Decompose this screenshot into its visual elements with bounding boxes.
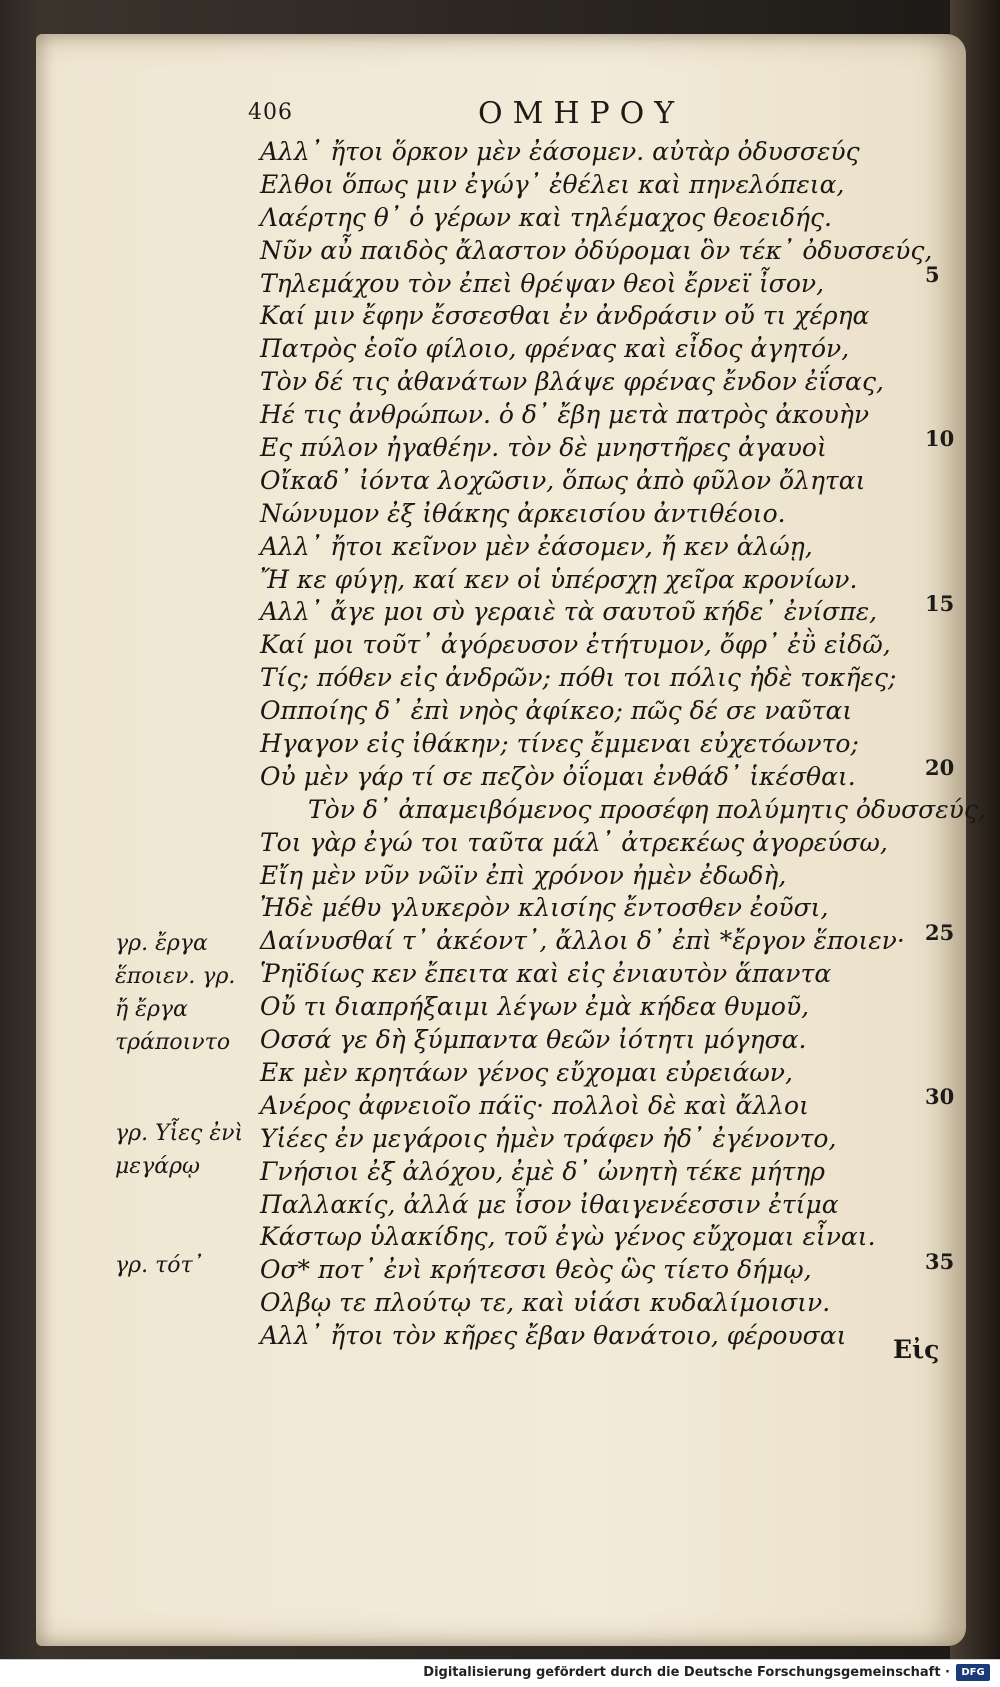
verse-line: Ἠδὲ μέθυ γλυκερὸν κλισίης ἔντοσθεν ἐοῦσι,: [260, 893, 829, 923]
verse-line: Ηέ τις ἀνθρώπων. ὁ δ᾽ ἔβη μετὰ πατρὸς ἀκουὴν: [260, 400, 870, 430]
verse-line: Ανέρος ἀφνειοῖο πάϊς· πολλοὶ δὲ καὶ ἄλλοι: [260, 1090, 809, 1120]
running-title: ΟΜΗΡΟΥ: [478, 96, 685, 131]
verse-line: Οπποίης δ᾽ ἐπὶ νηὸς ἀφίκεο; πῶς δέ σε ναῦται: [260, 696, 853, 726]
dfg-logo-icon: DFG: [956, 1664, 990, 1681]
verse-line: Ολβῳ τε πλούτῳ τε, καὶ υἱάσι κυδαλίμοισιν.: [260, 1288, 831, 1318]
line-number: 35: [925, 1249, 955, 1274]
funding-credit: Digitalisierung gefördert durch die Deutsche Forschungsgemeinschaft ·: [423, 1665, 950, 1680]
line-number: 15: [925, 591, 955, 616]
line-number: 10: [925, 426, 955, 451]
verse-line: Τίς; πόθεν εἰς ἀνδρῶν; πόθι τοι πόλις ἠδὲ τοκῆες;: [260, 663, 897, 693]
margin-note: γρ. Υἷες ἐνὶ μεγάρῳ: [115, 1121, 244, 1179]
line-number: 5: [925, 262, 940, 287]
verse-line: Ες πύλον ἠγαθέην. τὸν δὲ μνηστῆρες ἀγαυοὶ: [260, 433, 827, 463]
verse-line: Εἴη μὲν νῦν νῶϊν ἐπὶ χρόνον ἠμὲν ἐδωδὴ,: [260, 860, 787, 890]
line-number: 20: [925, 755, 955, 780]
verse-line: Υἱέες ἐν μεγάροις ἠμὲν τράφεν ἠδ᾽ ἐγένοντο,: [260, 1123, 837, 1153]
verse-line: Ἤ κε φύγῃ, καί κεν οἱ ὑπέρσχῃ χεῖρα κρονίων.: [260, 564, 858, 594]
verse-line: Γνήσιοι ἐξ ἀλόχου, ἐμὲ δ᾽ ὠνητὴ τέκε μήτηρ: [260, 1156, 825, 1186]
verse-line: Αλλ᾽ ἤτοι ὅρκον μὲν ἐάσομεν. αὐτὰρ ὀδυσσεύς: [260, 137, 860, 166]
verse-line: Οἴκαδ᾽ ἰόντα λοχῶσιν, ὅπως ἀπὸ φῦλον ὄληται: [260, 465, 866, 495]
verse-line: Ελθοι ὅπως μιν ἐγώγ᾽ ἐθέλει καὶ πηνελόπεια,: [260, 169, 845, 199]
catchword: Εἰς: [893, 1335, 940, 1364]
margin-note: γρ. ἔργα ἕποιεν. γρ. ἤ ἔργα τράποιντο: [115, 931, 236, 1055]
verse-line: Αλλ᾽ ἤτοι τὸν κῆρες ἔβαν θανάτοιο, φέρουσαι: [260, 1321, 847, 1351]
verse-block: [260, 136, 986, 1353]
footer-bar: [0, 1659, 1000, 1687]
verse-line: Τὸν δέ τις ἀθανάτων βλάψε φρένας ἔνδον ἐΐσας,: [260, 367, 884, 397]
verse-line: Νῦν αὖ παιδὸς ἄλαστον ὀδύρομαι ὃν τέκ᾽ ὀδυσσεύς,: [260, 235, 933, 265]
verse-line: Παλλακίς, ἀλλά με ἶσον ἰθαιγενέεσσιν ἐτίμα: [260, 1189, 839, 1219]
verse-line: Καί μιν ἔφην ἔσσεσθαι ἐν ἀνδράσιν οὔ τι χέρηα: [260, 301, 870, 331]
verse-line: Οὔ τι διαπρήξαιμι λέγων ἐμὰ κήδεα θυμοῦ,: [260, 992, 810, 1022]
verse-line: Αλλ᾽ ἄγε μοι σὺ γεραιὲ τὰ σαυτοῦ κήδε᾽ ἐνίσπε,: [260, 597, 878, 627]
verse-line: Οσ* ποτ᾽ ἐνὶ κρήτεσσι θεὸς ὣς τίετο δήμῳ,: [260, 1255, 812, 1285]
verse-line: Λαέρτης θ᾽ ὁ γέρων καὶ τηλέμαχος θεοειδής.: [260, 202, 832, 232]
line-number: 25: [925, 920, 955, 945]
verse-line: Κάστωρ ὑλακίδης, τοῦ ἐγὼ γένος εὔχομαι εἶναι.: [260, 1222, 876, 1252]
verse-line: Δαίνυσθαί τ᾽ ἀκέοντ᾽, ἄλλοι δ᾽ ἐπὶ *ἔργον ἕποιεν·: [260, 926, 905, 956]
page-number: 406: [248, 100, 293, 125]
line-number: 30: [925, 1084, 955, 1109]
verse-line: Οὐ μὲν γάρ τί σε πεζὸν ὀΐομαι ἐνθάδ᾽ ἱκέσθαι.: [260, 761, 856, 791]
verse-line: Καί μοι τοῦτ᾽ ἀγόρευσον ἐτήτυμον, ὄφρ᾽ ἐῢ εἰδῶ,: [260, 630, 891, 660]
page-header: [248, 96, 848, 134]
verse-line: Αλλ᾽ ἤτοι κεῖνον μὲν ἐάσομεν, ἤ κεν ἁλώῃ,: [260, 531, 813, 561]
verse-line: Εκ μὲν κρητάων γένος εὔχομαι εὐρειάων,: [260, 1057, 793, 1087]
verse-line: Οσσά γε δὴ ξύμπαντα θεῶν ἰότητι μόγησα.: [260, 1025, 807, 1055]
verse-line: Τηλεμάχου τὸν ἐπεὶ θρέψαν θεοὶ ἔρνεϊ ἶσον,: [260, 268, 825, 298]
margin-note: γρ. τότ᾽: [115, 1253, 204, 1278]
verse-line: Τοι γὰρ ἐγώ τοι ταῦτα μάλ᾽ ἀτρεκέως ἀγορεύσω,: [260, 827, 888, 857]
verse-line: Νώνυμον ἐξ ἰθάκης ἀρκεισίου ἀντιθέοιο.: [260, 498, 786, 528]
verse-line: Ῥηϊδίως κεν ἔπειτα καὶ εἰς ἐνιαυτὸν ἅπαντα: [260, 959, 832, 989]
verse-line: Πατρὸς ἑοῖο φίλοιο, φρένας καὶ εἶδος ἀγητόν,: [260, 334, 850, 364]
verse-line: Ηγαγον εἰς ἰθάκην; τίνες ἔμμεναι εὐχετόωντο;: [260, 729, 859, 759]
verse-line: Τὸν δ᾽ ἀπαμειβόμενος προσέφη πολύμητις ὀδυσσεύς,: [308, 794, 986, 824]
